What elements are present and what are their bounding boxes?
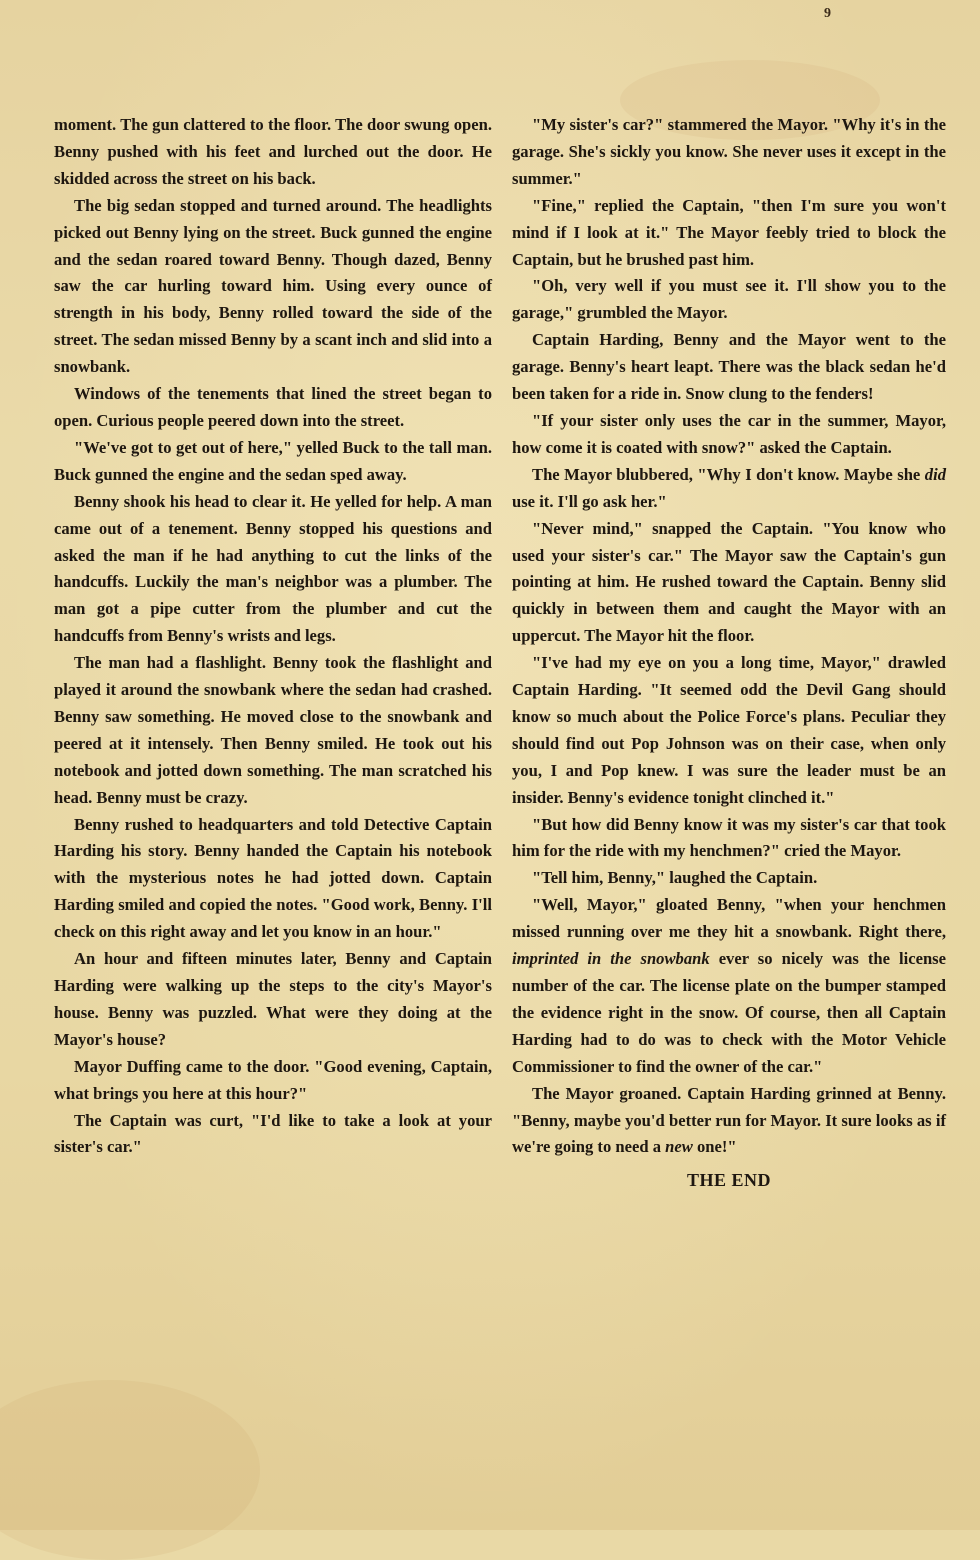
paragraph: "If your sister only uses the car in the summer, Mayor, how come it is coated with snow?" asked the Captain.: [512, 410, 946, 457]
paragraph: Captain Harding, Benny and the Mayor went to the garage. Benny's heart leapt. There was the black sedan he'd been taken for a ride in. Snow clung to the fenders!: [512, 330, 946, 404]
paragraph: "My sister's car?" stammered the Mayor. "Why it's in the garage. She's sickly you know. She never uses it except in the summer.": [512, 115, 946, 188]
text-run: ever so nicely was the license number of the car. The license plate on the bumper stamped the evidence right in the snow. Of course, then all Captain Harding had to do was to check with the Motor Vehicle Commissioner to find the owner of the car.": [512, 949, 946, 1076]
paragraph: The Captain was curt, "I'd like to take a look at your sister's car.": [54, 1110, 492, 1157]
paragraph: Benny rushed to headquarters and told Detective Captain Harding his story. Benny handed the Captain his notebook with the mysterious notes he had jotted down. Captain Harding smiled and copied the notes. "Good work, Benny. I'll check on this right away and let you know in an hour.": [54, 814, 492, 942]
paragraph: [512, 1081, 946, 1162]
paragraph: "But how did Benny know it was my sister's car that took him for the ride with my henchmen?" cried the Mayor.: [512, 814, 946, 861]
paragraph: The big sedan stopped and turned around. The headlights picked out Benny lying on the street. Buck gunned the engine and the sedan roared toward Benny. Though dazed, Benny saw the car hurling toward him. Using every ounce of strength in his body, Benny rolled toward the side of the street. The sedan missed Benny by a scant inch and slid into a snowbank.: [54, 195, 492, 377]
paragraph: [512, 462, 946, 516]
paragraph: [512, 892, 946, 1080]
text-run: The Mayor blubbered, "Why I don't know. Maybe she: [532, 464, 925, 484]
paragraph: "Never mind," snapped the Captain. "You know who used your sister's car." The Mayor saw the Captain's gun pointing at him. He rushed toward the Captain. Benny slid quickly in between them and caught the Mayor with an uppercut. The Mayor hit the floor.: [512, 518, 946, 646]
text-run: one!": [692, 1137, 737, 1157]
paragraph: An hour and fifteen minutes later, Benny and Captain Harding were walking up the steps to the city's Mayor's house. Benny was puzzled. What were they doing at the Mayor's house?: [54, 949, 492, 1049]
the-end-label: THE END: [686, 1170, 772, 1191]
paragraph: The man had a flashlight. Benny took the flashlight and played it around the snowbank where the sedan had crashed. Benny saw something. He moved close to the snowbank and peered at it intensely. Then Benny smiled. He took out his notebook and jotted down something. The man scratched his head. Benny must be crazy.: [54, 653, 492, 807]
italic-text: new: [665, 1137, 693, 1157]
paragraph: "We've got to get out of here," yelled Buck to the tall man. Buck gunned the engine and the sedan sped away.: [54, 437, 492, 484]
paragraph: "Oh, very well if you must see it. I'll show you to the garage," grumbled the Mayor.: [512, 276, 946, 323]
paragraph: "Tell him, Benny," laughed the Captain.: [532, 868, 818, 888]
text-run: use it. I'll go ask her.": [512, 491, 667, 511]
paragraph: "Fine," replied the Captain, "then I'm sure you won't mind if I look at it." The Mayor feebly tried to block the Captain, but he brushed past him.: [512, 195, 946, 269]
paragraph: Mayor Duffing came to the door. "Good evening, Captain, what brings you here at this hour?": [54, 1056, 492, 1103]
paragraph: Benny shook his head to clear it. He yelled for help. A man came out of a tenement. Benny stopped his questions and asked the man if he had anything to cut the links of the handcuffs. Luckily the man's neighbor was a plumber. The man got a pipe cutter from the plumber and cut the handcuffs from Benny's wrists and legs.: [54, 491, 492, 646]
page-number: 9: [824, 6, 831, 21]
text-run: The Mayor groaned. Captain Harding grinned at Benny. "Benny, maybe you'd better run for Mayor. It sure looks as if we're going to need a: [512, 1083, 946, 1157]
paragraph: "I've had my eye on you a long time, Mayor," drawled Captain Harding. "It seemed odd the Devil Gang should know so much about the Police Force's plans. Peculiar they should find out Pop Johnson was on their case, when only you, I and Pop knew. I was sure the leader must be an insider. Benny's evidence tonight clinched it.": [512, 653, 946, 807]
left-text-column: [54, 112, 492, 1161]
paragraph: moment. The gun clattered to the floor. The door swung open. Benny pushed with his feet and lurched out the door. He skidded across the street on his back.: [54, 115, 492, 188]
text-run: "Well, Mayor," gloated Benny, "when your henchmen missed running over me they hit a snowbank. Right there,: [512, 895, 946, 942]
paragraph: Windows of the tenements that lined the street began to open. Curious people peered down into the street.: [54, 384, 492, 430]
italic-text: imprinted in the snowbank: [512, 949, 710, 969]
right-text-column: [512, 112, 946, 1194]
italic-text: did: [924, 464, 946, 484]
paper-stain: [0, 1380, 260, 1560]
